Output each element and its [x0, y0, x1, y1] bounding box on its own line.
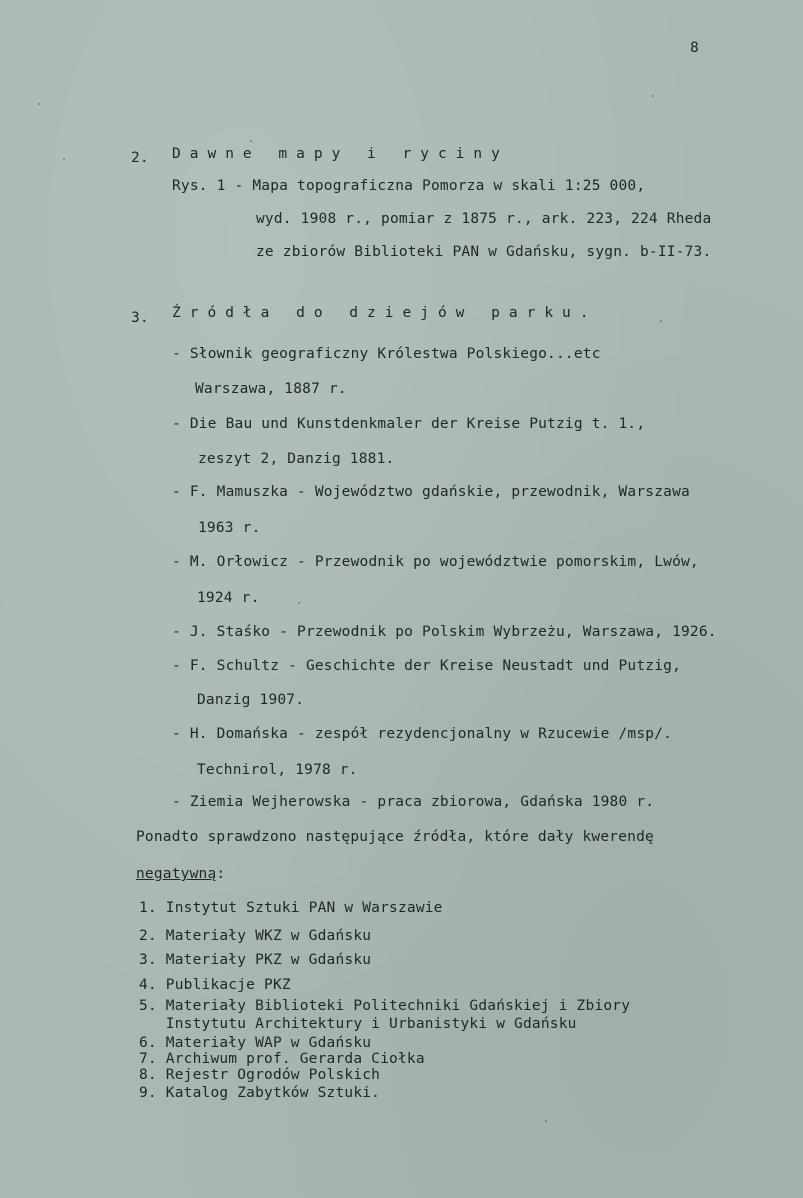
negative-intro: Ponadto sprawdzono następujące źródła, które dały kwerendę	[136, 829, 654, 845]
source-line: - F. Schultz - Geschichte der Kreise Neustadt und Putzig,	[172, 658, 681, 674]
section-2-line: wyd. 1908 r., pomiar z 1875 r., ark. 223, 224 Rheda	[256, 211, 712, 227]
section-2-line: Rys. 1 - Mapa topograficzna Pomorza w skali 1:25 000,	[172, 178, 646, 194]
paper-speck	[298, 602, 300, 604]
negative-item: 2. Materiały WKZ w Gdańsku	[139, 928, 372, 944]
page-number: 8	[690, 40, 699, 56]
negative-label-wrap	[136, 866, 225, 882]
paper-speck	[250, 140, 252, 142]
source-line: Danzig 1907.	[197, 692, 305, 708]
section-2-heading: Dawne mapy i ryciny	[172, 146, 509, 162]
source-line: - F. Mamuszka - Województwo gdańskie, przewodnik, Warszawa	[172, 484, 690, 500]
source-line: - Die Bau und Kunstdenkmaler der Kreise Putzig t. 1.,	[172, 416, 646, 432]
source-line: 1924 r.	[197, 590, 260, 606]
negative-item: 3. Materiały PKZ w Gdańsku	[139, 952, 372, 968]
source-line: 1963 r.	[198, 520, 261, 536]
section-3-number: 3.	[131, 310, 149, 326]
paper-speck	[63, 158, 65, 160]
paper-speck	[652, 95, 654, 97]
source-line: - H. Domańska - zespół rezydencjonalny w Rzucewie /msp/.	[172, 726, 673, 742]
negative-item: 9. Katalog Zabytków Sztuki.	[139, 1085, 381, 1101]
negative-item: 7. Archiwum prof. Gerarda Ciołka	[139, 1051, 425, 1067]
section-3-heading: Źródła do dziejów parku.	[172, 305, 598, 321]
negative-item: 5. Materiały Biblioteki Politechniki Gdańskiej i Zbiory	[139, 998, 631, 1014]
negative-item: 6. Materiały WAP w Gdańsku	[139, 1035, 372, 1051]
source-line: Warszawa, 1887 r.	[195, 381, 347, 397]
source-line: - Ziemia Wejherowska - praca zbiorowa, Gdańska 1980 r.	[172, 794, 655, 810]
negative-label: negatywną	[136, 866, 217, 882]
source-line: zeszyt 2, Danzig 1881.	[198, 451, 395, 467]
negative-item: 1. Instytut Sztuki PAN w Warszawie	[139, 900, 443, 916]
section-2-line: ze zbiorów Biblioteki PAN w Gdańsku, sygn. b-II-73.	[256, 244, 712, 260]
source-line: - Słownik geograficzny Królestwa Polskiego...etc	[172, 346, 601, 362]
source-line: - M. Orłowicz - Przewodnik po województwie pomorskim, Lwów,	[172, 554, 699, 570]
negative-colon: :	[216, 866, 226, 882]
negative-item: 8. Rejestr Ogrodów Polskich	[139, 1067, 381, 1083]
negative-item: Instytutu Architektury i Urbanistyki w Gdańsku	[139, 1016, 577, 1032]
paper-speck	[38, 103, 40, 105]
source-line: Technirol, 1978 r.	[197, 762, 358, 778]
source-line: - J. Staśko - Przewodnik po Polskim Wybrzeżu, Warszawa, 1926.	[172, 624, 717, 640]
negative-item: 4. Publikacje PKZ	[139, 977, 291, 993]
paper-speck	[545, 1120, 547, 1122]
paper-speck	[660, 320, 662, 322]
section-2-number: 2.	[131, 150, 149, 166]
